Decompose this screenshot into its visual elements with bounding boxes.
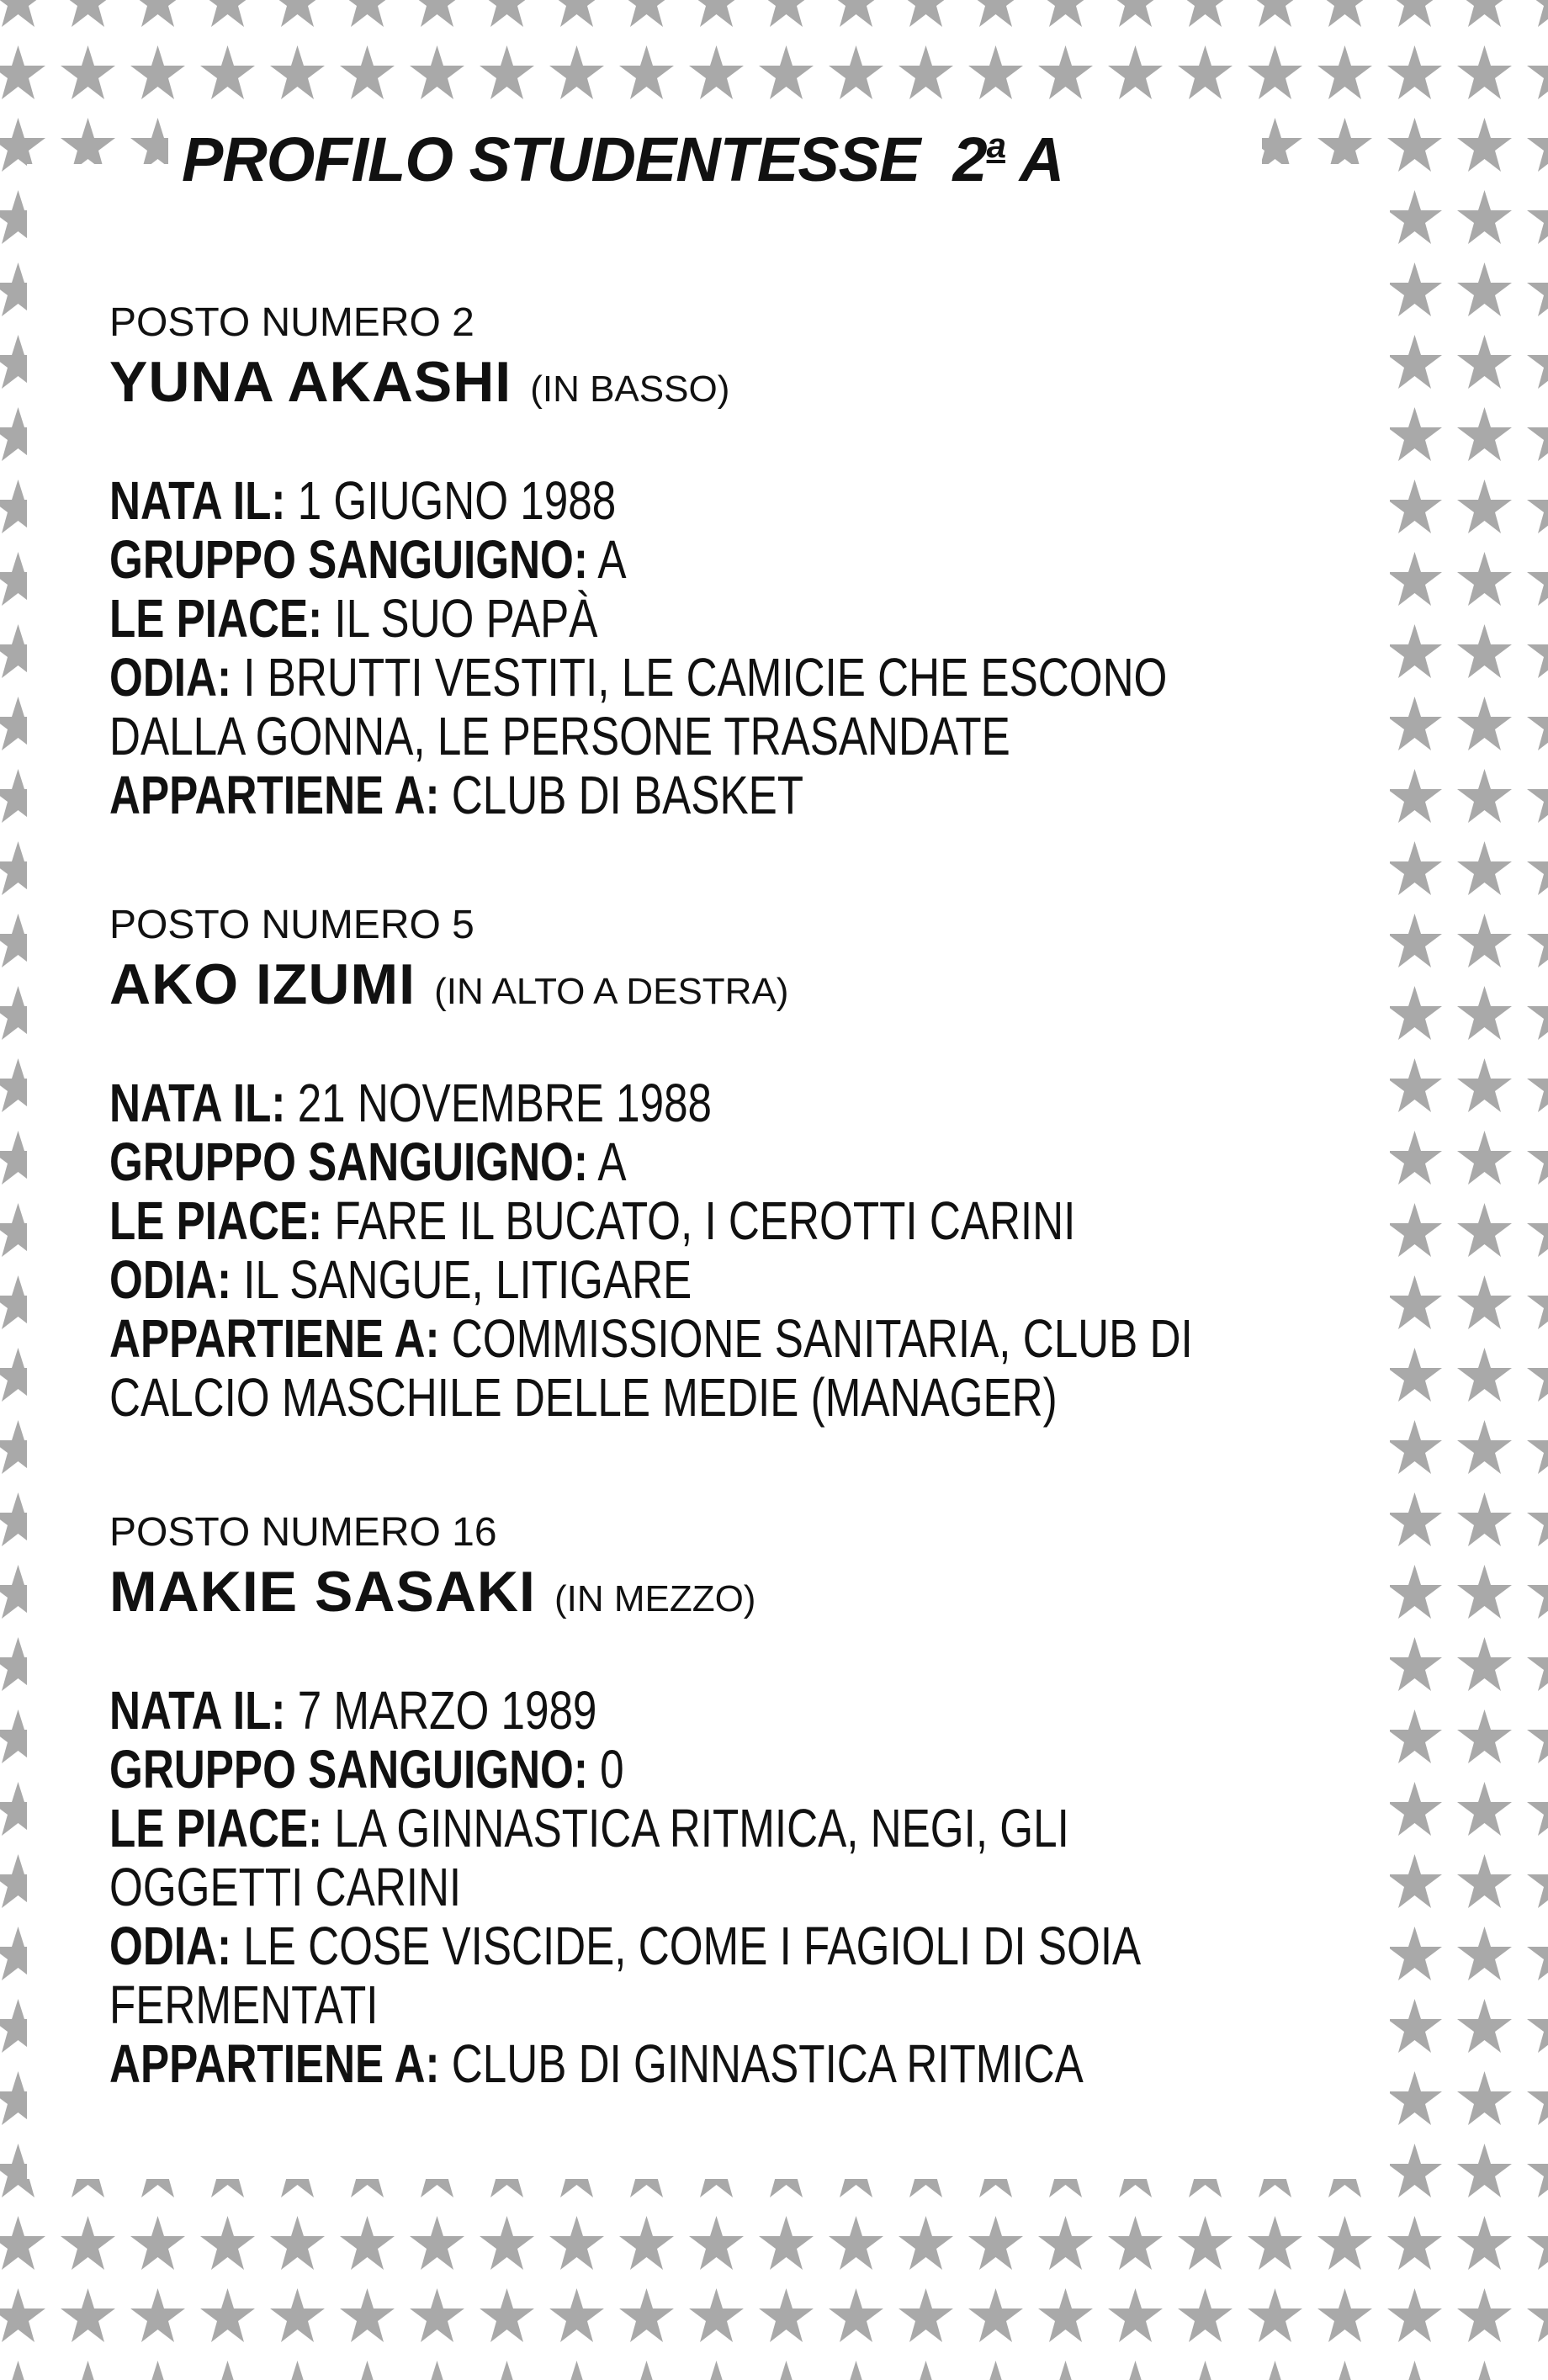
field-label: NATA IL: (109, 470, 286, 531)
photo-position: (IN ALTO A DESTRA) (434, 971, 789, 1012)
field-value: CALCIO MASCHILE DELLE MEDIE (MANAGER) (109, 1367, 1058, 1428)
seat-number: POSTO NUMERO 2 (109, 300, 474, 345)
field-hates (109, 647, 1168, 708)
profile-fields (109, 1073, 1371, 1427)
student-profile (109, 1508, 1371, 2093)
student-profile (109, 900, 1371, 1427)
field-label: LE PIACE: (109, 588, 323, 649)
field-likes (109, 1858, 1119, 1916)
field-value: I BRUTTI VESTITI, LE CAMICIE CHE ESCONO (243, 647, 1168, 708)
student-name: MAKIE SASAKI (109, 1560, 536, 1624)
field-value: 0 (600, 1739, 624, 1800)
field-label: ODIA: (109, 647, 232, 708)
field-label: ODIA: (109, 1916, 232, 1976)
field-hates (109, 1250, 1119, 1309)
student-profile (109, 298, 1371, 824)
field-likes (109, 1191, 1119, 1250)
title-class-letter: A (1019, 125, 1064, 194)
field-hates (109, 1916, 1142, 1976)
field-hates (109, 1975, 1119, 2034)
field-label: NATA IL: (109, 1073, 286, 1133)
field-value: 7 MARZO 1989 (297, 1680, 597, 1741)
field-label: APPARTIENE A: (109, 2033, 440, 2094)
student-name: YUNA AKASHI (109, 350, 512, 414)
field-label: GRUPPO SANGUIGNO: (109, 1739, 588, 1800)
profile-fields (109, 471, 1371, 824)
field-value: A (597, 1132, 627, 1192)
field-born (109, 1073, 1119, 1132)
profile-fields (109, 1681, 1371, 2093)
field-value: CLUB DI GINNASTICA RITMICA (451, 2033, 1084, 2094)
field-value: LE COSE VISCIDE, COME I FAGIOLI DI SOIA (243, 1916, 1142, 1976)
title-text: PROFILO STUDENTESSE (182, 125, 920, 194)
student-name-row (109, 951, 1371, 1018)
field-value: IL SANGUE, LITIGARE (243, 1249, 692, 1310)
field-likes (109, 589, 1119, 648)
field-member (109, 2034, 1119, 2093)
field-blood (109, 530, 1119, 589)
field-member (109, 1368, 1119, 1427)
title-class-number: 2 (952, 125, 987, 194)
field-label: LE PIACE: (109, 1190, 323, 1251)
field-hates (109, 707, 1119, 766)
photo-position: (IN BASSO) (530, 368, 730, 410)
field-blood (109, 1740, 1119, 1799)
page-title (182, 108, 1063, 198)
field-value: DALLA GONNA, LE PERSONE TRASANDATE (109, 706, 1010, 766)
field-label: GRUPPO SANGUIGNO: (109, 529, 588, 590)
field-value: 1 GIUGNO 1988 (297, 470, 617, 531)
field-value: COMMISSIONE SANITARIA, CLUB DI (451, 1308, 1193, 1369)
field-label: NATA IL: (109, 1680, 286, 1741)
field-value: FARE IL BUCATO, I CEROTTI CARINI (334, 1190, 1076, 1251)
field-value: CLUB DI BASKET (451, 765, 804, 825)
student-name-row (109, 348, 1371, 416)
field-value: A (597, 529, 627, 590)
field-born (109, 1681, 1119, 1740)
field-label: APPARTIENE A: (109, 1308, 440, 1369)
field-likes (109, 1799, 1119, 1858)
field-value: LA GINNASTICA RITMICA, NEGI, GLI (334, 1798, 1069, 1858)
title-ordinal: a (986, 125, 1005, 165)
field-value: IL SUO PAPÀ (334, 588, 598, 649)
field-member (109, 766, 1119, 824)
field-value: FERMENTATI (109, 1974, 379, 2035)
photo-position: (IN MEZZO) (554, 1578, 756, 1619)
field-label: LE PIACE: (109, 1798, 323, 1858)
field-born (109, 471, 1119, 530)
student-name-row (109, 1558, 1371, 1625)
seat-number: POSTO NUMERO 5 (109, 903, 474, 947)
field-label: GRUPPO SANGUIGNO: (109, 1132, 588, 1192)
student-name: AKO IZUMI (109, 952, 416, 1016)
field-member (109, 1308, 1193, 1369)
field-label: ODIA: (109, 1249, 232, 1310)
field-label: APPARTIENE A: (109, 765, 440, 825)
field-value: 21 NOVEMBRE 1988 (297, 1073, 713, 1133)
field-value: OGGETTI CARINI (109, 1857, 462, 1917)
seat-number: POSTO NUMERO 16 (109, 1510, 497, 1555)
field-blood (109, 1132, 1119, 1191)
